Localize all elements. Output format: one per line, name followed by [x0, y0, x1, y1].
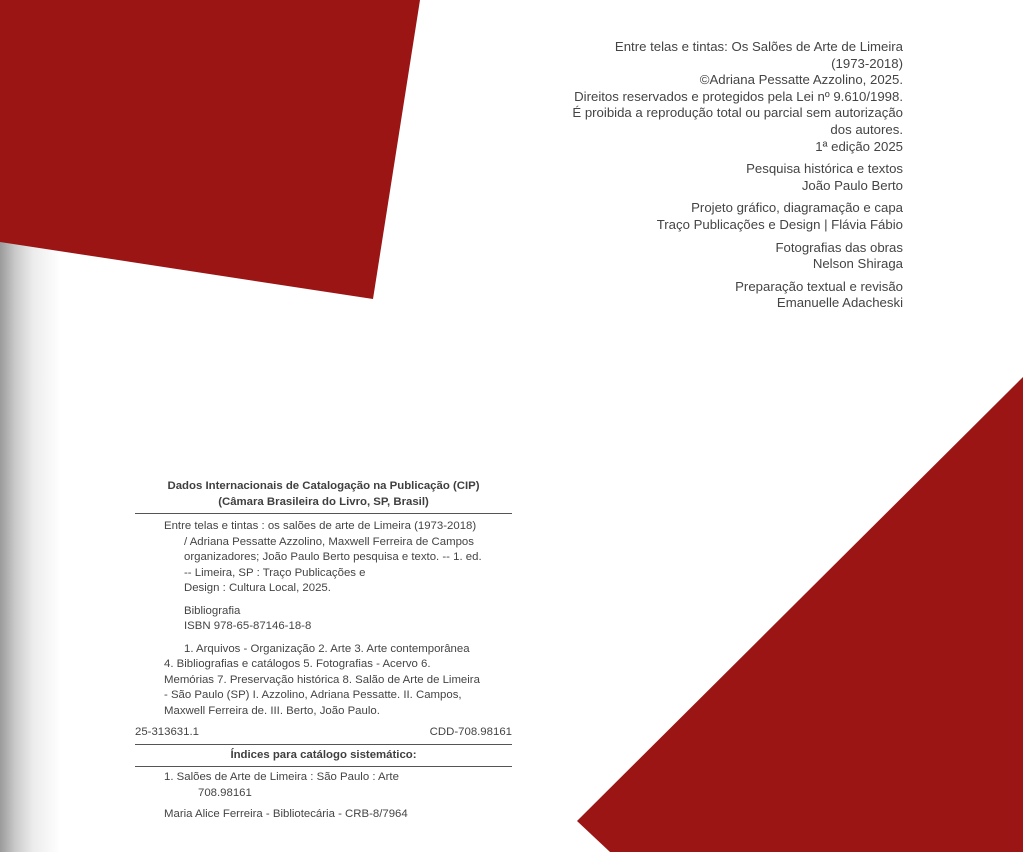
divider [135, 766, 512, 767]
credit-name: Emanuelle Adacheski [776, 295, 903, 311]
reproduction-line-2: dos autores. [830, 121, 903, 137]
copyright-group [483, 39, 903, 155]
credits-block [483, 39, 903, 312]
reproduction-line: É proibida a reprodução total ou parcial sem autorização [572, 105, 903, 121]
cip-entry: Entre telas e tintas : os salões de arte de Limeira (1973-2018) / Adriana Pessatte Azzolino, Maxwell Ferreira de Campos organizadores; João Paulo Berto pesquisa e texto. -- 1. ed. -- Limeira, SP : Traço Publicações e Design : Cultura Local, 2025. Bibliografia ISBN 978-65-87146-18-8 1. Arquivos - Organização 2. Arte 3. Arte contemporânea 4. Bibliografias e catálogos 5. Fotografias - Acervo 6. Memórias 7. Preservação histórica 8. Salão de Arte de Limeira - São Paulo (SP) I. Azzolino, Adriana Pessatte. II. Campos, Maxwell Ferreira de. III. Berto, João Paulo. [135, 517, 512, 719]
divider [135, 513, 512, 514]
cip-codes [135, 725, 512, 741]
credit-role: Pesquisa histórica e textos [746, 161, 903, 177]
design-credit [483, 200, 903, 233]
credit-name: Nelson Shiraga [812, 256, 903, 272]
librarian-credit: Maria Alice Ferreira - Bibliotecária - CRB-8/7964 [164, 808, 408, 820]
photos-credit [483, 240, 903, 273]
credit-role: Preparação textual e revisão [735, 278, 903, 294]
revision-credit [483, 279, 903, 312]
credit-name: Traço Publicações e Design | Flávia Fábio [656, 216, 903, 232]
index-heading: Índices para catálogo sistemático: [230, 748, 417, 761]
cip-bibliography: Bibliografia ISBN 978-65-87146-18-8 [164, 604, 512, 635]
copyright-line: ©Adriana Pessatte Azzolino, 2025. [699, 72, 903, 88]
red-polygon-top [0, 0, 430, 310]
credit-role: Projeto gráfico, diagramação e capa [691, 200, 903, 216]
cip-catalog-card [135, 479, 512, 823]
credit-name: João Paulo Berto [801, 177, 903, 193]
cip-subjects: 1. Arquivos - Organização 2. Arte 3. Arte contemporânea 4. Bibliografias e catálogos 5. Fotografias - Acervo 6. Memórias 7. Preservação histórica 8. Salão de Arte de Limeira - São Paulo (SP) I. Azzolino, Adriana Pessatte. II. Campos, Maxwell Ferreira de. III. Berto, João Paulo. [164, 642, 480, 717]
book-title-line: Entre telas e tintas: Os Salões de Arte de Limeira [614, 39, 903, 54]
edition-line: 1ª edição 2025 [815, 138, 903, 154]
index-entry: 1. Salões de Arte de Limeira : São Paulo : Arte 708.98161 Maria Alice Ferreira - Bibliotecária - CRB-8/7964 [135, 770, 512, 823]
book-years-line: (1973-2018) [831, 55, 903, 71]
isbn: ISBN 978-65-87146-18-8 [184, 620, 312, 632]
cdd-code: CDD-708.98161 [429, 726, 512, 738]
credit-role: Fotografias das obras [775, 239, 903, 255]
research-credit [483, 161, 903, 194]
divider [135, 744, 512, 745]
rights-line: Direitos reservados e protegidos pela Lei nº 9.610/1998. [574, 88, 903, 104]
cip-heading: Dados Internacionais de Catalogação na Publicação (CIP) (Câmara Brasileira do Livro, SP, Brasil) [167, 480, 480, 508]
control-number: 25-313631.1 [135, 726, 199, 738]
